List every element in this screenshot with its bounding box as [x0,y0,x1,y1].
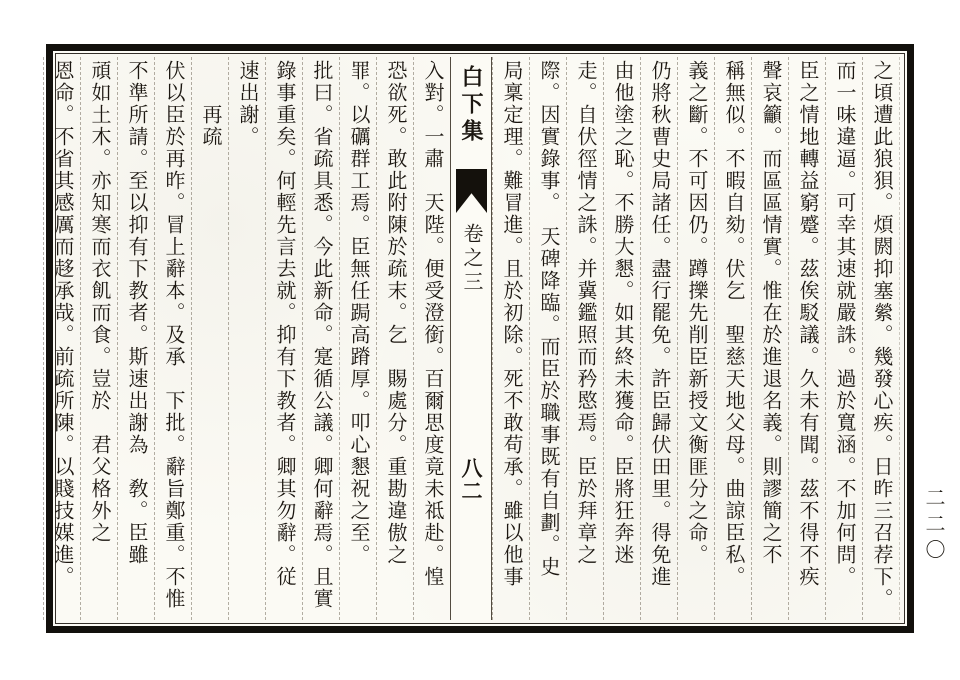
text-column: 稱無似。不暇自劾。伏乞 聖慈天地父母。曲諒臣私。 [714,57,751,620]
margin-page-number: 二二〇 [922,487,944,565]
volume-label: 卷之三 [460,223,482,295]
text-column: 不準所請。至以抑有下教者。斯速出謝為 敎。臣雖 [117,57,154,620]
text-column: 罪。以礪群工焉。臣無任跼高蹐厚。叩心懇祝之至。 [339,57,376,620]
folio-number: 八二 [459,457,483,503]
text-column: 恐欲死。敢此附陳於疏末。乞 賜處分。重勘違傲之 [376,57,413,620]
text-column: 入對。一肅 天陛。便受澄銜。百爾思度竟未祗赴。惶 [413,57,450,620]
section-heading-column: 再疏 [191,57,228,620]
text-column: 聲哀籲。而區區情實。惟在於進退名義。則謬簡之不 [751,57,788,620]
inner-rule-frame [51,53,905,624]
text-column: 由他塗之恥。不勝大懇。如其終未獲命。臣將狂奔迷 [603,57,640,620]
text-column: 義之斷。不可因仍。蹲擽先削臣新授文衡匪分之命。 [677,57,714,620]
text-column: 仍將秋曹史局諸任。盡行罷免。許臣歸伏田里。得免進 [640,57,677,620]
text-column: 際。因實錄事。 天碑降臨。而臣於職事既有自劃。史 [529,57,566,620]
text-column: 錄事重矣。何輕先言去就。抑有下教者。卿其勿辭。従 [265,57,302,620]
text-column: 走。自伏徑情之誅。并冀鑑照而矜愍焉。臣於拜章之 [566,57,603,620]
text-column: 臣之情地轉益窮蹙。茲俟駁議。久未有聞。茲不得不疾 [788,57,825,620]
text-column: 速出謝。 [228,57,265,620]
text-column: 批曰。省疏具悉。今此新命。寔循公議。卿何辭焉。且實 [302,57,339,620]
text-column: 頑如土木。亦知寒而衣飢而食。豈於 君父格外之 [80,57,117,620]
page-border-frame [46,44,914,633]
fishtail-mark-icon [456,169,487,213]
text-column: 而一味違逼。可幸其速就嚴誅。過於寬涵。不加何問。 [825,57,862,620]
text-column: 恩命。不省其感厲而趍承哉。前疏所陳。以賤技媒進。 [43,57,80,620]
center-fold-column [450,57,492,620]
text-column: 局稟定理。難冒進。且於初除。死不敢苟承。雖以他事 [492,57,529,620]
text-column: 之頃遭此狼狽。煩閼抑塞縈。幾發心疾。日昨三召荐下。 [862,57,900,620]
text-block [51,57,900,620]
text-column: 伏以臣於再昨。冒上辭本。及承 下批。辭旨鄭重。不惟 [154,57,191,620]
book-title: 白下集 [459,65,484,146]
